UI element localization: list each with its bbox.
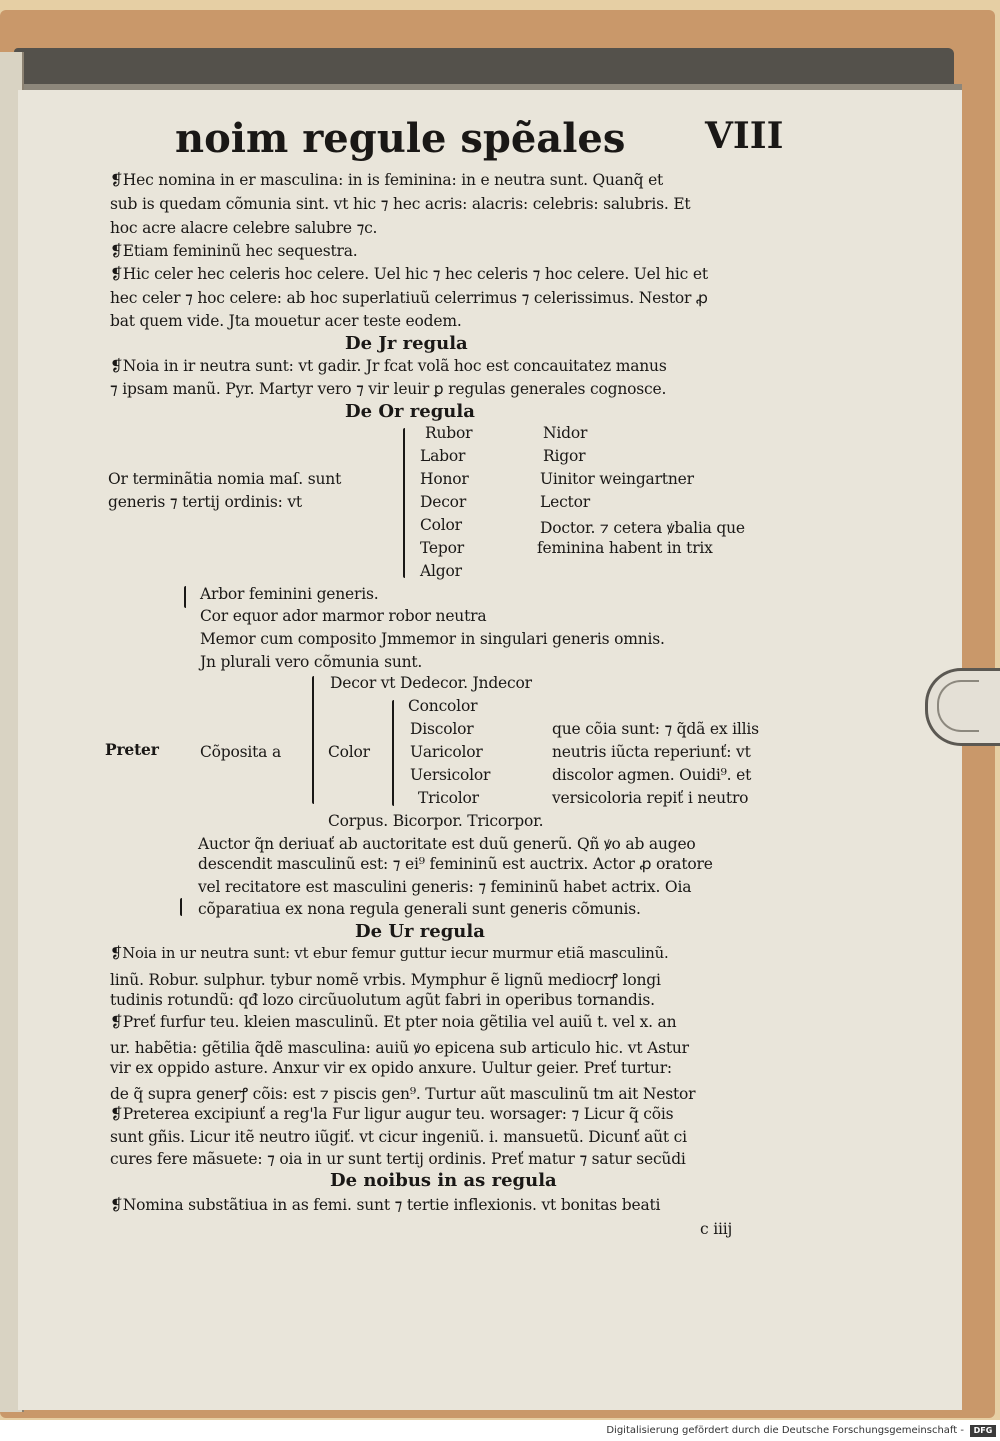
word-item: Tepor [420,539,464,557]
page-clasp-inner [937,680,979,732]
text-line: neutris iũcta reperiunť: vt [552,743,751,761]
text-line: ❡Noia in ir neutra sunt: vt gadir. Jr fcat volã hoc est concauitatez manus [110,357,667,375]
page-stack-top [14,48,954,84]
word-item: Lector [540,493,590,511]
text-line: ⁊ ipsam manũ. Pyr. Martyr vero ⁊ vir leuir ꝑ regulas generales cognosce. [110,380,667,398]
section-heading: De Or regula [345,401,475,422]
word-item: Doctor. ⁊ cetera ꝟbalia que [540,519,745,537]
text-line: Corpus. Bicorpor. Tricorpor. [328,812,544,830]
word-item: Honor [420,470,469,488]
word-item: Decor [420,493,467,511]
text-line: Cor equor ador marmor robor neutra [200,607,487,625]
text-line: Arbor feminini generis. [200,585,379,603]
brace [180,898,182,916]
word-item: Tricolor [418,789,479,807]
text-line: ❡Hic celer hec celeris hoc celere. Uel hic ⁊ hec celeris ⁊ hoc celere. Uel hic et [110,265,708,283]
word-item: Uersicolor [410,766,491,784]
brace [392,700,394,806]
section-heading: De Jr regula [345,333,468,354]
text-line: linũ. Robur. sulphur. tybur nomẽ vrbis. Mymphur ẽ lignũ mediocrꝭ longi [110,971,661,989]
text-line: ❡Noia in ur neutra sunt: vt ebur femur guttur iecur murmur etiã masculinũ. [110,945,669,962]
text-line: Memor cum composito Jmmemor in singulari generis omnis. [200,630,665,648]
funding-note: Digitalisierung gefördert durch die Deutsche Forschungsgemeinschaft - [606,1425,964,1436]
text-line: vel recitatore est masculini generis: ⁊ femininũ habet actrix. Oia [198,878,692,896]
page-title: noim regule spẽales [175,115,626,162]
text-line: tudinis rotundũ: qđ lozo circũuolutum agũt fabri in operibus tornandis. [110,991,655,1009]
text-line: ❡Preť furfur teu. kleien masculinũ. Et pter noia gẽtilia vel auiũ t. vel x. an [110,1013,677,1031]
text-line: Cõposita a [200,743,281,761]
signature-mark: c iiij [700,1220,733,1238]
text-line: bat quem vide. Jta mouetur acer teste eodem. [110,312,462,330]
text-line: de q̃ supra generꝭ cõis: est ⁊ piscis gen⁹. Turtur aũt masculinũ tm ait Nestor [110,1085,696,1103]
text-line: sunt gñis. Licur itẽ neutro iũgiť. vt cicur ingeniũ. i. mansuetũ. Dicunť aũt ci [110,1128,687,1146]
brace [312,676,314,804]
text-line: ❡Nomina substãtiua in as femi. sunt ⁊ tertie inflexionis. vt bonitas beati [110,1196,661,1214]
word-item: Rigor [543,447,586,465]
text-line: hec celer ⁊ hoc celere: ab hoc superlatiuũ celerrimus ⁊ celerissimus. Nestor ꝓ [110,289,708,307]
text-line: descendit masculinũ est: ⁊ ei⁹ femininũ est auctrix. Actor ꝓ oratore [198,855,713,873]
text-line: que cõia sunt: ⁊ q̃dã ex illis [552,720,759,738]
word-item: Nidor [543,424,588,442]
folio-number: VIII [705,115,784,157]
word-item: Labor [420,447,466,465]
dfg-logo-icon: DFG [970,1425,996,1437]
text-line: ur. habẽtia: gẽtilia q̃dẽ masculina: auiũ ꝟo epicena sub articulo hic. vt Astur [110,1039,689,1057]
word-item: Color [420,516,462,534]
word-item: Algor [420,562,462,580]
word-item: Uaricolor [410,743,483,761]
text-line: Auctor q̃n deriuať ab auctoritate est duũ generũ. Qñ ꝟo ab augeo [198,835,696,853]
text-line: ❡Hec nomina in er masculina: in is feminina: in e neutra sunt. Quanq̃ et [110,171,664,189]
brace [184,586,186,608]
text-line: ❡Preterea excipiunť a reg'la Fur ligur augur teu. worsager: ⁊ Licur q̃ cõis [110,1105,674,1123]
text-line: cures fere mãsuete: ⁊ oia in ur sunt tertij ordinis. Preť matur ⁊ satur secũdi [110,1150,686,1168]
text-line: sub is quedam cõmunia sint. vt hic ⁊ hec acris: alacris: celebris: salubris. Et [110,195,691,213]
text-line: cõparatiua ex nona regula generali sunt generis cõmunis. [198,900,641,918]
footer-bar [576,1420,1000,1441]
word-item: Discolor [410,720,474,738]
word-item: feminina habent in trix [537,539,713,557]
text-line: generis ⁊ tertij ordinis: vt [108,493,302,511]
text-line: hoc acre alacre celebre salubre ⁊c. [110,219,378,237]
text-line: Jn plurali vero cõmunia sunt. [200,653,423,671]
word-item: Concolor [408,697,478,715]
text-line: discolor agmen. Ouidi⁹. et [552,766,752,784]
word-item: Rubor [425,424,473,442]
brace [403,428,405,578]
section-heading: De Ur regula [355,921,485,942]
text-line: Color [328,743,370,761]
text-line: Decor vt Dedecor. Jndecor [330,674,532,692]
section-heading: De noibus in as regula [330,1170,557,1191]
text-line: Or terminãtia nomia maſ. sunt [108,470,342,488]
text-line: versicoloria repiť i neutro [552,789,749,807]
word-item: Uinitor weingartner [540,470,694,488]
preter-label: Preter [105,740,159,759]
text-line: vir ex oppido asture. Anxur vir ex opido anxure. Uultur geier. Preť turtur: [110,1059,672,1077]
text-line: ❡Etiam femininũ hec sequestra. [110,242,358,260]
